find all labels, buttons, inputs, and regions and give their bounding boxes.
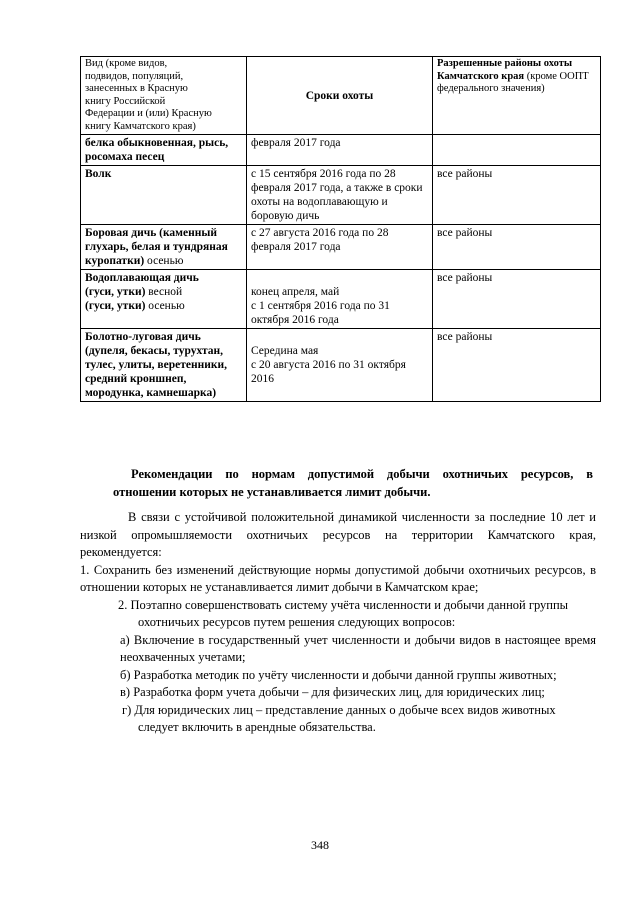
- cell-areas: все районы: [433, 329, 601, 402]
- cell-period: с 15 сентября 2016 года по 28 февраля 2017 года, а также в сроки охоты на водоплавающую и боровую дичь: [247, 166, 433, 225]
- species-normal: осенью: [145, 300, 185, 312]
- cell-period: с 27 августа 2016 года по 28 февраля 2017 года: [247, 225, 433, 270]
- species-bold: Боровая дичь (каменный глухарь, белая и тундряная куропатки): [85, 227, 228, 267]
- sub-item-g-line: следует включить в арендные обязательства.: [138, 720, 376, 734]
- sub-item-v: в) Разработка форм учета добычи – для физических лиц, для юридических лиц;: [120, 685, 545, 699]
- cell-areas: [433, 135, 601, 166]
- list-item-1: 1. Сохранить без изменений действующие нормы допустимой добычи охотничьих ресурсов, в отношении которых не устанавливается лимит добычи в Камчатском крае;: [80, 562, 596, 594]
- cell-species: [81, 135, 247, 166]
- cell-areas: все районы: [433, 270, 601, 329]
- period-line: с 1 сентября 2016 года по 31 октября 2016 года: [251, 300, 390, 326]
- section-heading: [113, 465, 593, 501]
- species-bold: белка обыкновенная, рысь, росомаха песец: [85, 137, 229, 163]
- species-normal: весной: [145, 286, 183, 298]
- cell-species: [81, 166, 247, 225]
- header-species-line: книгу Российской: [85, 95, 166, 107]
- period-line: Середина мая: [251, 345, 319, 357]
- header-species: [81, 57, 247, 135]
- table-header-row: [81, 57, 601, 135]
- header-species-line: Вид (кроме видов,: [85, 58, 168, 69]
- cell-period: [247, 329, 433, 402]
- header-species-line: подвидов, популяций,: [85, 70, 184, 82]
- cell-species: [81, 270, 247, 329]
- table-row: [81, 135, 601, 166]
- heading-line: Рекомендации по нормам допустимой добычи охотничьих ресурсов, в: [131, 467, 593, 481]
- page-number: 348: [311, 838, 329, 852]
- species-bold: (гуси, утки): [85, 300, 146, 312]
- list-item-2-line: 2. Поэтапно совершенствовать систему учёта численности и добычи данной группы: [118, 597, 569, 612]
- table-row: [81, 270, 601, 329]
- heading-line: отношении которых не устанавливается лимит добычи.: [113, 485, 431, 499]
- header-species-line: занесенных в Красную: [85, 83, 188, 94]
- period-line: с 20 августа 2016 по 31 октября 2016: [251, 359, 406, 385]
- header-areas-rest: (кроме ООПТ федерального значения): [437, 70, 589, 94]
- sub-item-b: б) Разработка методик по учёту численности и добычи данной группы животных;: [120, 667, 557, 682]
- cell-species: [81, 225, 247, 270]
- cell-areas: все районы: [433, 166, 601, 225]
- header-areas: [433, 57, 601, 135]
- species-bold: Водоплавающая дичь: [85, 272, 199, 284]
- cell-period: [247, 270, 433, 329]
- table-row: [81, 329, 601, 402]
- list-item-2-line: охотничьих ресурсов путем решения следующих вопросов:: [138, 615, 456, 629]
- period-line: конец апреля, май: [251, 286, 340, 298]
- species-bold: Болотно-луговая дичь (дупеля, бекасы, турухтан, тулес, улиты, веретенники, средний кроншнеп, мородунка, камнешарка): [85, 331, 228, 399]
- sub-item-g-line: г) Для юридических лиц – представление данных о добыче всех видов животных: [122, 702, 556, 717]
- header-areas-bold: Разрешенные районы охоты Камчатского края: [437, 58, 573, 82]
- header-species-line: Федерации и (или) Красную: [85, 108, 212, 119]
- cell-areas: все районы: [433, 225, 601, 270]
- species-bold: Волк: [85, 168, 112, 180]
- body-text: [80, 509, 596, 737]
- header-periods: Сроки охоты: [247, 57, 433, 135]
- cell-period: февраля 2017 года: [247, 135, 433, 166]
- intro-paragraph: В связи с устойчивой положительной динамикой численности за последние 10 лет и низкой опромышляемости охотничьих ресурсов на территории Камчатского края, рекомендуется:: [80, 510, 596, 559]
- table-row: [81, 166, 601, 225]
- sub-item-a: а) Включение в государственный учет численности и добычи видов в настоящее время неохваченных учетами;: [120, 632, 596, 664]
- species-normal: осенью: [144, 255, 184, 267]
- hunting-periods-table: [80, 56, 601, 402]
- header-species-line: книгу Камчатского края): [85, 120, 196, 132]
- species-bold: (гуси, утки): [85, 286, 146, 298]
- table-row: [81, 225, 601, 270]
- cell-species: [81, 329, 247, 402]
